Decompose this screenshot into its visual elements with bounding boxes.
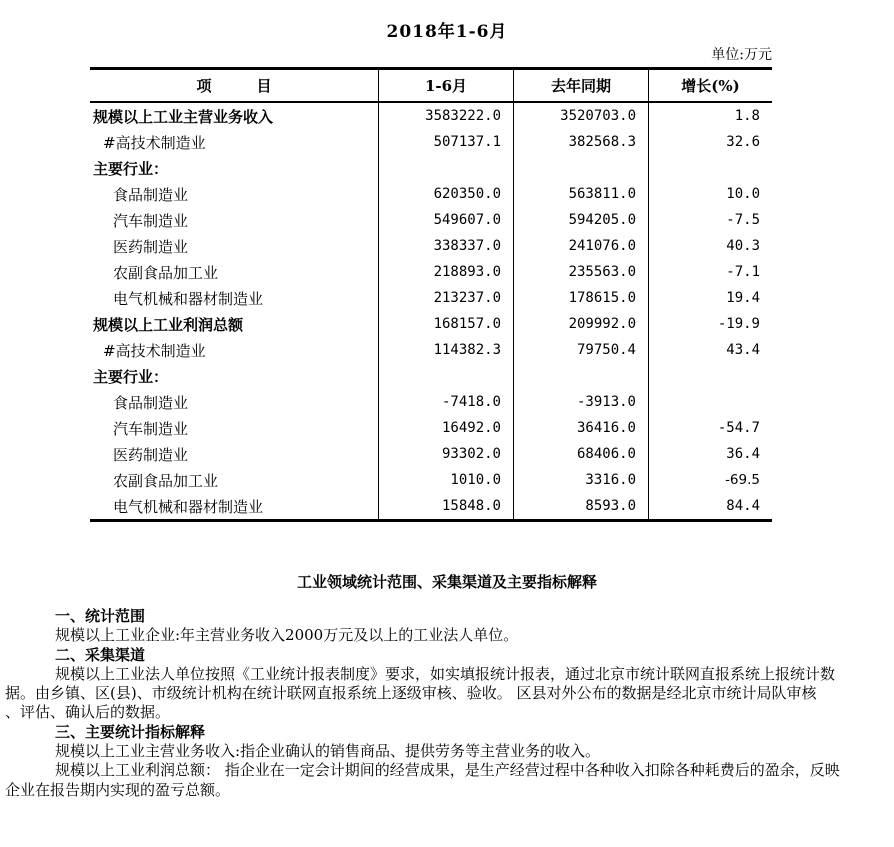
previous-period-cell: 178615.0 <box>513 285 648 311</box>
item-cell: #高技术制造业 <box>103 133 206 152</box>
previous-period-cell: 68406.0 <box>513 441 648 467</box>
growth-cell: -54.7 <box>648 415 772 441</box>
column-header-previous-period: 去年同期 <box>513 70 648 101</box>
notes-block <box>5 607 889 800</box>
table-body <box>90 103 772 519</box>
previous-period-cell: 209992.0 <box>513 311 648 337</box>
current-period-cell: 1010.0 <box>378 467 513 493</box>
previous-period-cell: -3913.0 <box>513 389 648 415</box>
current-period-cell <box>378 363 513 389</box>
table-row <box>90 389 772 415</box>
notes-heading: 一、统计范围 <box>55 607 146 625</box>
table-row <box>90 129 772 155</box>
item-cell: 医药制造业 <box>113 237 189 256</box>
unit-label: 单位:万元 <box>711 47 772 63</box>
growth-cell: 36.4 <box>648 441 772 467</box>
previous-period-cell: 235563.0 <box>513 259 648 285</box>
table-row <box>90 233 772 259</box>
growth-cell: -69.5 <box>648 467 772 493</box>
page-title: 2018年1-6月 <box>386 22 508 42</box>
previous-period-cell <box>513 155 648 181</box>
notes-text-line: 规模以上工业企业:年主营业务收入2000万元及以上的工业法人单位。 <box>55 626 519 645</box>
table-row <box>90 259 772 285</box>
statistics-table <box>90 67 772 522</box>
current-period-cell: 15848.0 <box>378 493 513 519</box>
current-period-cell: 16492.0 <box>378 415 513 441</box>
previous-period-cell: 79750.4 <box>513 337 648 363</box>
table-row <box>90 467 772 493</box>
item-cell: 医药制造业 <box>113 445 189 464</box>
notes-text-line: 、评估、确认后的数据。 <box>5 703 171 722</box>
growth-cell: 10.0 <box>648 181 772 207</box>
current-period-cell: -7418.0 <box>378 389 513 415</box>
column-header-item: 项 目 <box>196 77 272 95</box>
previous-period-cell: 594205.0 <box>513 207 648 233</box>
growth-cell: 1.8 <box>648 103 772 129</box>
table-row <box>90 337 772 363</box>
previous-period-cell: 382568.3 <box>513 129 648 155</box>
table-header-row <box>90 70 772 103</box>
item-cell: 食品制造业 <box>113 393 189 412</box>
table-row <box>90 103 772 129</box>
item-cell: 食品制造业 <box>113 185 189 204</box>
current-period-cell: 218893.0 <box>378 259 513 285</box>
notes-text-line: 规模以上工业利润总额： 指企业在一定会计期间的经营成果，是生产经营过程中各种收入扣除各种耗费后的盈余，反映 <box>55 761 840 780</box>
growth-cell: 43.4 <box>648 337 772 363</box>
table-row <box>90 415 772 441</box>
growth-cell: 32.6 <box>648 129 772 155</box>
notes-text-line: 据。由乡镇、区(县)、市级统计机构在统计联网直报系统上逐级审核、验收。 区县对外公布的数据是经北京市统计局队审核 <box>5 684 817 703</box>
item-cell: 主要行业： <box>93 159 169 178</box>
table-row <box>90 363 772 389</box>
item-cell: 规模以上工业利润总额 <box>93 315 244 334</box>
column-header-current-period: 1-6月 <box>378 70 513 101</box>
current-period-cell: 213237.0 <box>378 285 513 311</box>
previous-period-cell: 8593.0 <box>513 493 648 519</box>
item-cell: 电气机械和器材制造业 <box>113 497 264 516</box>
previous-period-cell: 3520703.0 <box>513 103 648 129</box>
growth-cell: -19.9 <box>648 311 772 337</box>
column-header-growth: 增长(%) <box>648 70 772 101</box>
current-period-cell: 620350.0 <box>378 181 513 207</box>
current-period-cell: 549607.0 <box>378 207 513 233</box>
previous-period-cell <box>513 363 648 389</box>
notes-text-line: 企业在报告期内实现的盈亏总额。 <box>5 780 231 799</box>
item-cell: 农副食品加工业 <box>113 471 219 490</box>
notes-section-title: 工业领域统计范围、采集渠道及主要指标解释 <box>296 573 597 591</box>
growth-cell: 19.4 <box>648 285 772 311</box>
table-row <box>90 441 772 467</box>
previous-period-cell: 563811.0 <box>513 181 648 207</box>
notes-text-line: 规模以上工业法人单位按照《工业统计报表制度》要求，如实填报统计报表，通过北京市统计联网直报系统上报统计数 <box>55 664 836 683</box>
growth-cell <box>648 155 772 181</box>
table-row <box>90 285 772 311</box>
growth-cell: 84.4 <box>648 493 772 519</box>
table-row <box>90 181 772 207</box>
current-period-cell <box>378 155 513 181</box>
item-cell: 农副食品加工业 <box>113 263 219 282</box>
current-period-cell: 114382.3 <box>378 337 513 363</box>
item-cell: 汽车制造业 <box>113 211 189 230</box>
previous-period-cell: 3316.0 <box>513 467 648 493</box>
table-row <box>90 207 772 233</box>
current-period-cell: 507137.1 <box>378 129 513 155</box>
item-cell: 电气机械和器材制造业 <box>113 289 264 308</box>
current-period-cell: 93302.0 <box>378 441 513 467</box>
growth-cell: 40.3 <box>648 233 772 259</box>
current-period-cell: 168157.0 <box>378 311 513 337</box>
item-cell: 汽车制造业 <box>113 419 189 438</box>
table-row <box>90 155 772 181</box>
growth-cell <box>648 363 772 389</box>
current-period-cell: 338337.0 <box>378 233 513 259</box>
growth-cell: -7.5 <box>648 207 772 233</box>
item-cell: #高技术制造业 <box>103 341 206 360</box>
table-row <box>90 493 772 519</box>
previous-period-cell: 36416.0 <box>513 415 648 441</box>
notes-heading: 三、主要统计指标解释 <box>55 722 206 741</box>
notes-text-line: 规模以上工业主营业务收入:指企业确认的销售商品、提供劳务等主营业务的收入。 <box>55 742 601 761</box>
previous-period-cell: 241076.0 <box>513 233 648 259</box>
notes-heading: 二、采集渠道 <box>55 645 146 664</box>
growth-cell: -7.1 <box>648 259 772 285</box>
table-row <box>90 311 772 337</box>
item-cell: 规模以上工业主营业务收入 <box>93 107 274 126</box>
current-period-cell: 3583222.0 <box>378 103 513 129</box>
item-cell: 主要行业： <box>93 367 169 386</box>
growth-cell <box>648 389 772 415</box>
